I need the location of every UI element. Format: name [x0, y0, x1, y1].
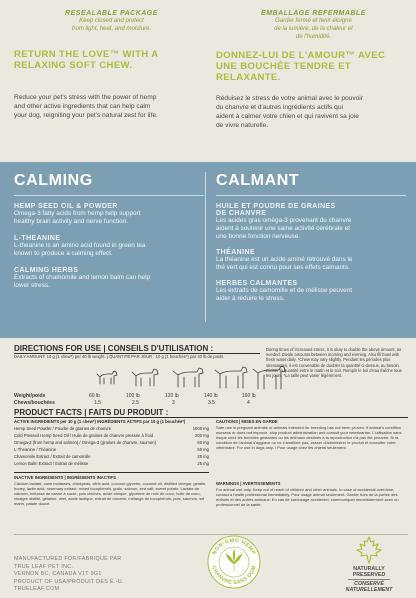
- manufacturer-line: MANUFACTURED FOR/FABRIQUÉ PAR: [14, 556, 122, 562]
- calming-title-fr: CALMANT: [216, 172, 406, 196]
- ingredient-row: [14, 440, 209, 445]
- weight-cell: 100 lb: [126, 393, 140, 399]
- dog-icon-large: [173, 368, 203, 387]
- calming-fr-item-1-title: THÉANINE: [216, 249, 255, 256]
- badge-rule: [348, 579, 390, 580]
- body-en-1: Reduce your pet's stress with the power of hemp: [14, 94, 157, 101]
- calming-en-item-0-line-0: Omega-3 fatty acids from hemp help support: [14, 210, 141, 217]
- package-sub-en-1: Keep closed and protect: [79, 18, 144, 24]
- naturally-line: NATURALLY: [353, 566, 385, 572]
- calming-en-item-2-line-1: lower stress.: [14, 282, 50, 289]
- inactive-ingredients-text: Calcium lactate, cane molasses, chickpeas, citric acid, coconut glycerin, coconut oil, distilled vinegar, gelatin, honey, lactic acid, rosemary extract, mixed tocopherols, grain, salmon, sea salt, sweet potato. Lactate de calcium, mélasse de canne à sucre, pois chiches, acide citrique, glycérine de noix de coco, huile de coco, vinaigre distillé, gélatine, miel, acide lactique, extrait de romarin, mélange de tocophérols, pois, saumon, sel marin, patate douce.: [14, 481, 207, 506]
- naturellement-line: NATURELLEMENT: [345, 587, 393, 594]
- daily-amount: DAILY AMOUNT: 10 g (1 chew*) per 40 lb weight. | QUANTITÉ PAR JOUR : 10 g (1 bouchée*) par 40 lb de poids.: [14, 354, 225, 359]
- ingredient-name: L-Theanine / Théanine: [14, 447, 57, 452]
- conserve-line: CONSERVÉ: [354, 581, 384, 587]
- body-en-3: your dog, reigniting your pet's natural zest for life.: [14, 112, 158, 119]
- dosage-table: [14, 393, 264, 407]
- weight-cell: 140 lb: [204, 393, 218, 399]
- seal-bottom-text: CHANVRE SANS OGM: [210, 565, 258, 587]
- naturally-preserved-fr: [328, 581, 410, 594]
- top-section: [0, 0, 416, 162]
- calming-fr-item-2-line-0: Les extraits de camomille et de mélisse peuvent: [216, 287, 353, 294]
- cautions-text: Safe use in pregnant animals or animals intended for breeding has not been proven. If animal's condition worsens or does not improve, stop product administration and consult your veterinarian. L'utilisation sans risque chez les femelles gestantes ou les animaux destinés à la reproduction n'a pas été prouvée. Si la condition de l'animal s'aggrave ou ne s'améliore pas, cesser d'administrer le produit et consulter votre vétérinaire. For use in dogs only. / Pour usage chez les chiens seulement.: [216, 425, 402, 450]
- body-fr-1: Réduisez le stress de votre animal avec le pouvoir: [216, 95, 363, 102]
- naturally-preserved-en: [328, 566, 410, 579]
- dog-icon-medium: [132, 369, 158, 386]
- preserved-line: PRESERVED: [352, 572, 386, 579]
- calming-en-item-1-line-1: known to produce a calming effect.: [14, 250, 113, 257]
- package-sub-fr-3: de l'humidité.: [295, 34, 332, 40]
- ingredient-name: Cold Pressed Hemp Seed Oil / Huile de graines de chanvre pressée à froid: [14, 433, 154, 438]
- chews-cell: 4: [247, 400, 250, 406]
- manufacturer-line: VERNON BC, CANADA V1T 9G1: [14, 571, 102, 578]
- headline-fr-1: DONNEZ-LUI DE L'AMOUR™ AVEC: [216, 50, 386, 61]
- ingredient-row: [14, 433, 209, 438]
- ingredient-row: [14, 454, 209, 459]
- ingredient-amount: 1000 mg: [192, 426, 209, 431]
- calming-en-item-1-title: L-THEANINE: [14, 235, 61, 242]
- calming-fr-item-0-title-2: DE CHANVRE: [216, 210, 267, 217]
- calming-fr-item-2-title: HERBES CALMANTES: [216, 280, 298, 287]
- headline-en-1: RETURN THE LOVE™ WITH A: [14, 49, 159, 60]
- calming-fr-item-0-line-2: une bonne fonction nerveuse.: [216, 233, 301, 240]
- ingredient-amount: 25 mg: [197, 461, 209, 466]
- calming-fr-item-0-line-0: Les acides gras oméga-3 provenant du chanvre: [216, 217, 352, 224]
- weight-cell: 120 lb: [165, 393, 179, 399]
- ingredient-row: [14, 447, 209, 452]
- seal-top-text: NON-GMO HEMP: [211, 537, 257, 557]
- ingredient-amount: 25 mg: [197, 454, 209, 459]
- facts-rule: [14, 417, 408, 418]
- ingredient-row: [14, 461, 209, 466]
- calming-panel: [0, 162, 416, 338]
- ingredient-name: Lemon Balm Extract / Extrait de mélisse: [14, 461, 89, 466]
- warnings-head: WARNINGS | AVERTISSEMENTS: [216, 481, 281, 486]
- non-gmo-hemp-seal: [206, 534, 262, 590]
- package-sub-en-2: from light, heat, and moisture.: [71, 26, 152, 32]
- body-fr-3: aident à calmer votre chien et qui ravivent sa joie: [216, 113, 359, 120]
- chews-cell: 3.5: [208, 400, 215, 406]
- ingredient-name: Chamomile Extract / Extrait de camomille: [14, 454, 91, 459]
- ingredient-row: [14, 426, 209, 431]
- body-en-2: and other active ingredients that can help calm: [14, 103, 151, 110]
- directions-note: During times of increased stress, it is okay to double the above amount, as needed. Divide amounts between morning and evening. Also fill bowl with fresh water daily. *Chew may vary slightly. Pendant les périodes plus stressantes, il est convenable de doubler la quantité ci-dessus, au besoin. Diviser la quantité entre le matin et le soir. Remplir le bol d'eau fraîche tous les jours. *La taille peut varier légèrement.: [266, 347, 402, 379]
- ingredient-amount: 50 mg: [197, 447, 209, 452]
- active-ingredients-head: ACTIVE INGREDIENTS per 10 g (1 chew*) INGRÉDIENTS ACTIFS par 10 g (1 bouchée*): [14, 419, 186, 424]
- calming-fr-item-1-line-0: La théanine est un acide aminé retrouvé dans le: [216, 256, 353, 263]
- chews-cell: 2.5: [132, 400, 139, 406]
- calming-fr: [216, 172, 406, 303]
- chews-label: Chews/bouchées: [14, 400, 55, 406]
- ingredient-name: Omega-3 (from hemp and salmon) / Oméga-3 (graines de chanvre, saumon): [14, 440, 156, 445]
- calming-en-item-0-line-1: healthy brain activity and nerve function.: [14, 218, 129, 225]
- headline-fr-2: UNE BOUCHÉE TENDRE ET: [216, 61, 352, 72]
- product-facts-title: PRODUCT FACTS | FAITS DU PRODUIT :: [14, 408, 169, 417]
- divider: [205, 172, 206, 322]
- calming-fr-item-1-line-1: thé vert qui est connu pour ses effets calmants.: [216, 264, 350, 271]
- weight-row: [14, 393, 264, 400]
- cautions-head: CAUTIONS | MISES EN GARDE: [216, 419, 278, 424]
- manufacturer-info: [14, 556, 184, 594]
- body-fr-2: du chanvre et d'autres ingrédients actifs qui: [216, 104, 343, 111]
- label-section: [0, 338, 416, 598]
- english-intro: [14, 0, 209, 120]
- ingredient-amount: 200 mg: [195, 433, 209, 438]
- calming-en: [14, 172, 204, 290]
- package-title-fr: EMBALLAGE REFERMABLE: [261, 10, 366, 17]
- inactive-rule: [14, 472, 209, 473]
- package-sub-fr-1: Garder fermé et tenir éloigné: [275, 18, 352, 24]
- calming-fr-item-2-line-1: aider à réduire le stress.: [216, 295, 285, 302]
- chews-row: [14, 400, 264, 407]
- body-fr-4: de vivre naturelle.: [216, 122, 269, 129]
- website-link[interactable]: TRUELEAF.COM: [14, 586, 60, 593]
- weight-label: Weight/poids: [14, 393, 46, 399]
- headline-fr-3: RELAXANTE.: [216, 72, 281, 83]
- warnings-text: For animal use only. Keep out of reach of children and other animals. In case of accidental overdose, contact a health professional immediately. Pour usage animal seulement. Garder hors de la portée des enfants et des autres animaux. En cas de surdosage accidentel, communiquer immédiatement avec un professionnel de la santé.: [216, 487, 399, 507]
- headline-en-2: RELAXING SOFT CHEW.: [14, 60, 133, 71]
- package-sub-fr-2: de la lumière, de la chaleur et: [274, 26, 353, 32]
- ingredient-amount: 60 mg: [197, 440, 209, 445]
- calming-fr-item-0-line-1: aident à soutenir une saine activité cérébrale et: [216, 225, 350, 232]
- inactive-ingredients-head: INACTIVE INGREDIENTS | INGRÉDIENTS INACTIFS: [14, 475, 116, 480]
- dog-sizes-illustration: [96, 364, 286, 390]
- package-title-en: RESEALABLE PACKAGE: [65, 10, 158, 17]
- directions-title: DIRECTIONS FOR USE | CONSEILS D'UTILISATION :: [14, 344, 214, 353]
- chews-cell: 1.5: [94, 400, 101, 406]
- calming-title-en: CALMING: [14, 172, 204, 196]
- weight-cell: 60 lb: [89, 393, 100, 399]
- manufacturer-line: TRUE LEAF PET INC.: [14, 563, 74, 570]
- weight-cell: 160 lb: [242, 393, 256, 399]
- calming-en-item-1-line-0: L-theanine is an amino acid found in green tea: [14, 242, 146, 249]
- maple-leaf-icon: [356, 536, 382, 564]
- calming-en-item-0-title: HEMP SEED OIL & POWDER: [14, 203, 118, 210]
- manufacturer-line: PRODUCT OF USA/PRODUIT DES É.-U.: [14, 578, 124, 585]
- calming-en-item-2-title: CALMING HERBS: [14, 267, 79, 274]
- french-intro: [216, 0, 411, 130]
- calming-en-item-2-line-0: Extracts of chamomile and lemon balm can help: [14, 274, 151, 281]
- calming-fr-item-0-title: HUILE ET POUDRE DE GRAINES: [216, 203, 336, 210]
- dog-icon-xlarge: [215, 367, 247, 388]
- dog-icon-small: [97, 371, 117, 384]
- dog-icon-giant: [253, 366, 285, 389]
- chews-cell: 3: [172, 400, 175, 406]
- ingredient-name: Hemp Seed Powder / Poudre de graines de chanvre: [14, 426, 112, 431]
